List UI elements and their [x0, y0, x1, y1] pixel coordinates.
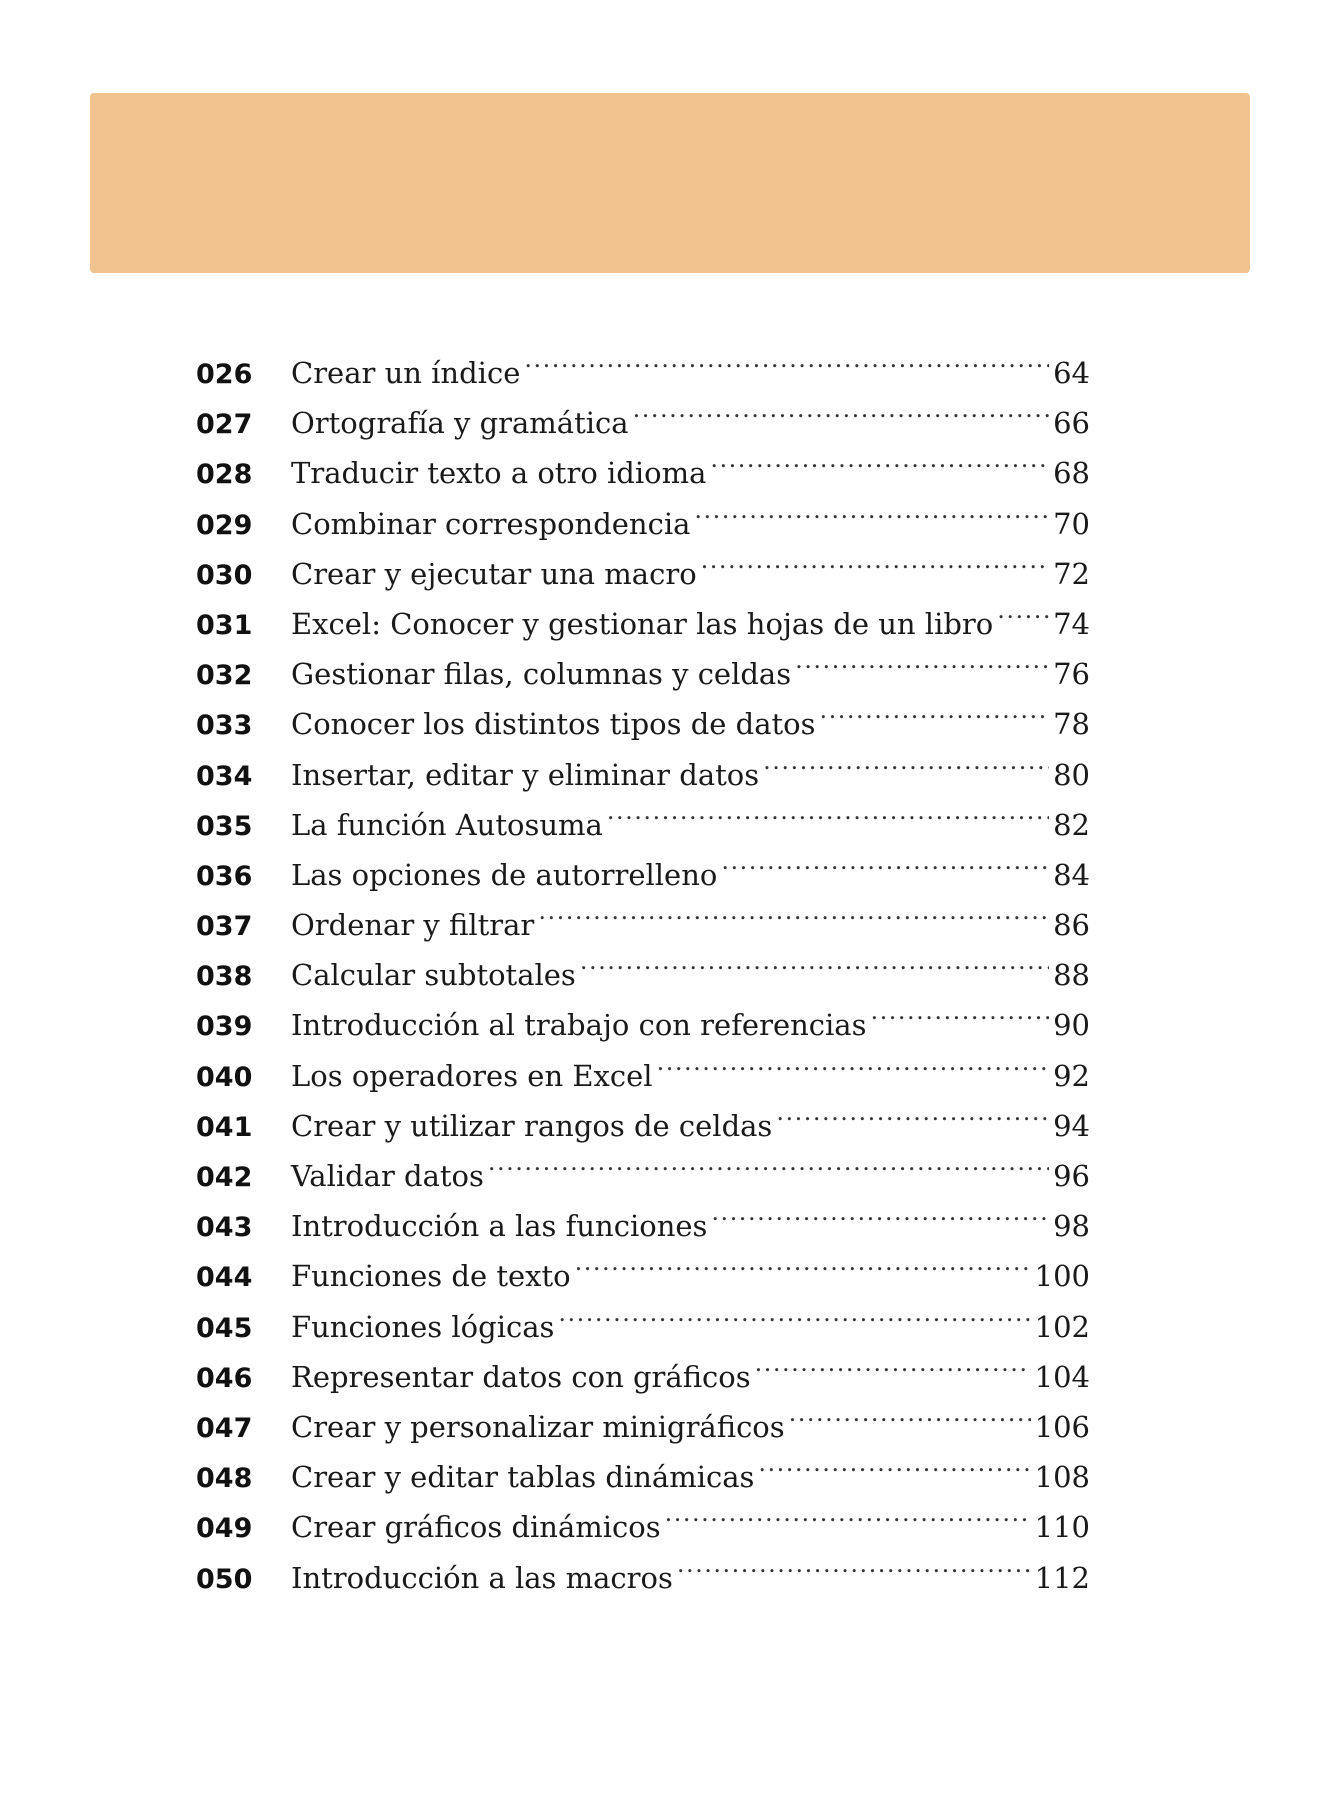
toc-entry-page: 94: [1053, 1108, 1090, 1143]
toc-entry-page: 104: [1034, 1359, 1090, 1394]
dot-leader: [870, 985, 1049, 1035]
dot-leader: [997, 584, 1049, 634]
toc-entry-page: 80: [1053, 757, 1090, 792]
toc-entry-title: Crear y ejecutar una macro: [291, 556, 697, 591]
toc-entry-page: 68: [1053, 456, 1090, 491]
toc-entry-title: Representar datos con gráficos: [291, 1359, 751, 1394]
toc-entry-title: Excel: Conocer y gestionar las hojas de un libro: [291, 606, 994, 641]
toc-entry-title: Insertar, editar y eliminar datos: [291, 757, 760, 792]
toc-entry-page: 70: [1053, 506, 1090, 541]
toc-entry-page: 72: [1053, 556, 1090, 591]
toc-entry-page: 112: [1034, 1560, 1090, 1595]
toc-entry-number: 043: [196, 1212, 253, 1244]
toc-entry-page: 106: [1034, 1409, 1090, 1444]
toc-entry-title: Crear y personalizar minigráficos: [291, 1409, 785, 1444]
toc-entry-number: 038: [196, 961, 253, 993]
dot-leader: [711, 1186, 1049, 1236]
toc-entry-title: Crear gráficos dinámicos: [291, 1510, 661, 1545]
dot-leader: [633, 383, 1050, 433]
toc-entry-page: 76: [1053, 657, 1090, 692]
toc-entry-number: 040: [196, 1061, 253, 1093]
toc-entry-title: Ortografía y gramática: [291, 406, 629, 441]
dot-leader: [694, 484, 1049, 534]
dot-leader: [580, 935, 1049, 985]
toc-entry-number: 033: [196, 710, 253, 742]
dot-leader: [488, 1136, 1049, 1186]
toc-entry-page: 86: [1053, 908, 1090, 943]
toc-entry-page: 88: [1053, 958, 1090, 993]
toc-entry-number: 047: [196, 1412, 253, 1444]
toc-entry-title: Introducción al trabajo con referencias: [291, 1008, 867, 1043]
dot-leader: [657, 1036, 1050, 1086]
toc-entry-title: Introducción a las macros: [291, 1560, 673, 1595]
dot-leader: [665, 1487, 1031, 1537]
toc-entry-number: 041: [196, 1111, 253, 1143]
toc-entry-number: 027: [196, 409, 253, 441]
toc-entry-page: 108: [1034, 1460, 1090, 1495]
toc-entry-number: 031: [196, 609, 253, 641]
dot-leader: [789, 1387, 1031, 1437]
toc-entry-number: 030: [196, 559, 253, 591]
toc-entry-number: 039: [196, 1011, 253, 1043]
toc-entry-page: 82: [1053, 807, 1090, 842]
toc-entry-title: La función Autosuma: [291, 807, 603, 842]
header-band: [90, 93, 1250, 273]
toc-entry-title: Validar datos: [291, 1159, 484, 1193]
table-of-contents: [196, 333, 1090, 1595]
dot-leader: [820, 684, 1050, 734]
dot-leader: [710, 433, 1049, 483]
dot-leader: [538, 885, 1049, 935]
toc-entry-title: Los operadores en Excel: [291, 1058, 653, 1093]
toc-entry-title: Combinar correspondencia: [291, 506, 691, 541]
toc-entry-page: 92: [1053, 1058, 1090, 1093]
toc-entry-title: Las opciones de autorrelleno: [291, 857, 718, 892]
toc-entry-number: 042: [196, 1162, 253, 1193]
dot-leader: [758, 1437, 1030, 1487]
toc-entry-number: 035: [196, 810, 253, 842]
dot-leader: [763, 735, 1049, 785]
toc-entry-number: 028: [196, 459, 253, 491]
toc-entry[interactable]: [196, 333, 1090, 390]
toc-entry-page: 98: [1053, 1209, 1090, 1244]
toc-entry-page: 74: [1053, 606, 1090, 641]
toc-entry-page: 110: [1034, 1510, 1090, 1545]
toc-entry-title: Conocer los distintos tipos de datos: [291, 707, 816, 742]
toc-entry-title: Traducir texto a otro idioma: [291, 456, 707, 491]
toc-entry-title: Gestionar filas, columnas y celdas: [291, 657, 792, 692]
toc-entry-page: 90: [1053, 1008, 1090, 1043]
dot-leader: [755, 1337, 1031, 1387]
toc-entry-title: Funciones lógicas: [291, 1309, 555, 1344]
toc-entry-title: Calcular subtotales: [291, 958, 576, 993]
toc-entry-number: 044: [196, 1262, 253, 1294]
toc-entry-number: 050: [196, 1563, 253, 1595]
toc-entry-page: 102: [1034, 1309, 1090, 1344]
toc-entry-number: 026: [196, 359, 253, 390]
dot-leader: [558, 1287, 1030, 1337]
toc-entry-number: 029: [196, 509, 253, 541]
toc-entry-page: 64: [1053, 356, 1090, 390]
toc-entry-title: Introducción a las funciones: [291, 1209, 708, 1244]
dot-leader: [677, 1538, 1031, 1588]
toc-entry-title: Ordenar y filtrar: [291, 908, 535, 943]
toc-entry-title: Crear y utilizar rangos de celdas: [291, 1108, 773, 1143]
toc-entry-page: 84: [1053, 857, 1090, 892]
dot-leader: [607, 785, 1049, 835]
toc-entry-number: 049: [196, 1513, 253, 1545]
toc-entry-number: 037: [196, 911, 253, 943]
toc-entry-page: 66: [1053, 406, 1090, 441]
dot-leader: [795, 634, 1049, 684]
toc-entry-title: Crear un índice: [291, 356, 521, 390]
toc-entry-number: 036: [196, 860, 253, 892]
toc-entry-title: Crear y editar tablas dinámicas: [291, 1460, 755, 1495]
dot-leader: [575, 1236, 1031, 1286]
toc-entry-number: 032: [196, 660, 253, 692]
dot-leader: [721, 835, 1049, 885]
toc-entry-number: 045: [196, 1312, 253, 1344]
dot-leader: [701, 534, 1049, 584]
toc-entry-page: 96: [1053, 1159, 1090, 1193]
toc-entry-title: Funciones de texto: [291, 1259, 571, 1294]
toc-entry-number: 048: [196, 1463, 253, 1495]
toc-entry-page: 100: [1034, 1259, 1090, 1294]
toc-entry-page: 78: [1053, 707, 1090, 742]
toc-entry-number: 034: [196, 760, 253, 792]
dot-leader: [524, 333, 1049, 383]
toc-entry-number: 046: [196, 1362, 253, 1394]
dot-leader: [776, 1086, 1049, 1136]
